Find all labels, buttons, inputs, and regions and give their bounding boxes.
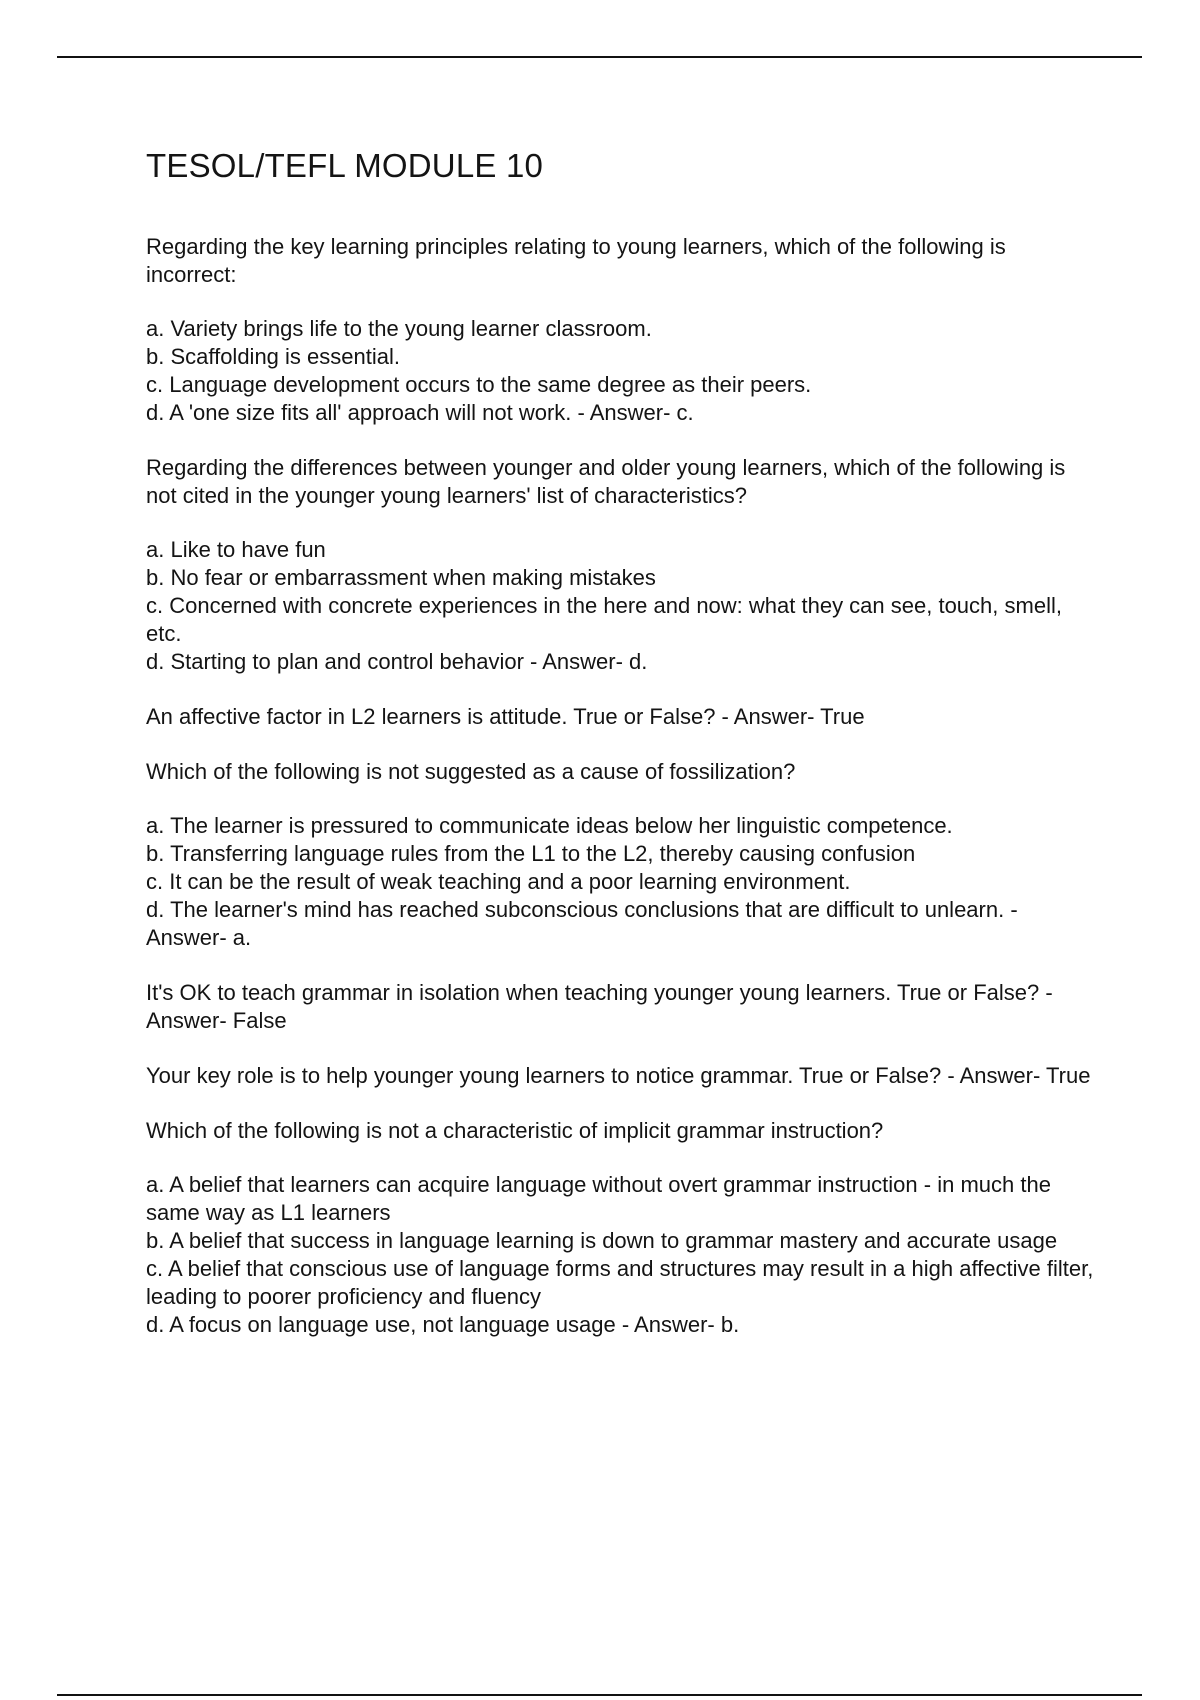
question-item (146, 758, 1096, 952)
answer-option: a. The learner is pressured to communicate ideas below her linguistic competence. (146, 813, 953, 838)
answer-option: c. It can be the result of weak teaching and a poor learning environment. (146, 869, 851, 894)
question-list (146, 233, 1096, 1339)
question-text: Which of the following is not a characteristic of implicit grammar instruction? (146, 1118, 884, 1143)
answer-option: a. A belief that learners can acquire language without overt grammar instruction - in much the same way as L1 learners (146, 1172, 1051, 1225)
answer-option: d. Starting to plan and control behavior - Answer- d. (146, 649, 648, 674)
answer-option: b. No fear or embarrassment when making mistakes (146, 565, 656, 590)
answer-option: c. Language development occurs to the same degree as their peers. (146, 372, 812, 397)
question-item (146, 703, 1096, 731)
question-item (146, 1062, 1096, 1090)
question-item (146, 454, 1096, 676)
answer-option: c. Concerned with concrete experiences in the here and now: what they can see, touch, smell, etc. (146, 593, 1062, 646)
answer-options (146, 1171, 1096, 1339)
answer-option: a. Like to have fun (146, 537, 326, 562)
question-text: It's OK to teach grammar in isolation when teaching younger young learners. True or False? - Answer- False (146, 980, 1053, 1033)
question-text: Regarding the differences between younger and older young learners, which of the following is not cited in the younger young learners' list of characteristics? (146, 455, 1066, 508)
answer-options (146, 315, 1096, 427)
answer-option: d. The learner's mind has reached subconscious conclusions that are difficult to unlearn. - Answer- a. (146, 897, 1018, 950)
question-item (146, 979, 1096, 1035)
answer-option: b. A belief that success in language learning is down to grammar mastery and accurate usage (146, 1228, 1058, 1253)
answer-option: d. A 'one size fits all' approach will not work. - Answer- c. (146, 400, 694, 425)
question-item (146, 1117, 1096, 1339)
question-text: Your key role is to help younger young learners to notice grammar. True or False? - Answer- True (146, 1063, 1091, 1088)
top-rule (57, 56, 1142, 58)
answer-option: b. Scaffolding is essential. (146, 344, 400, 369)
question-item (146, 233, 1096, 427)
question-text: Regarding the key learning principles relating to young learners, which of the following is incorrect: (146, 234, 1006, 287)
answer-options (146, 536, 1096, 676)
answer-options (146, 812, 1096, 952)
bottom-rule (57, 1694, 1142, 1696)
answer-option: b. Transferring language rules from the L1 to the L2, thereby causing confusion (146, 841, 916, 866)
document-body (146, 145, 1096, 1366)
answer-option: a. Variety brings life to the young learner classroom. (146, 316, 652, 341)
question-text: Which of the following is not suggested as a cause of fossilization? (146, 759, 796, 784)
answer-option: c. A belief that conscious use of language forms and structures may result in a high affective filter, leading to poorer proficiency and fluency (146, 1256, 1094, 1309)
answer-option: d. A focus on language use, not language usage - Answer- b. (146, 1312, 740, 1337)
question-text: An affective factor in L2 learners is attitude. True or False? - Answer- True (146, 704, 865, 729)
page-title: TESOL/TEFL MODULE 10 (146, 147, 544, 184)
